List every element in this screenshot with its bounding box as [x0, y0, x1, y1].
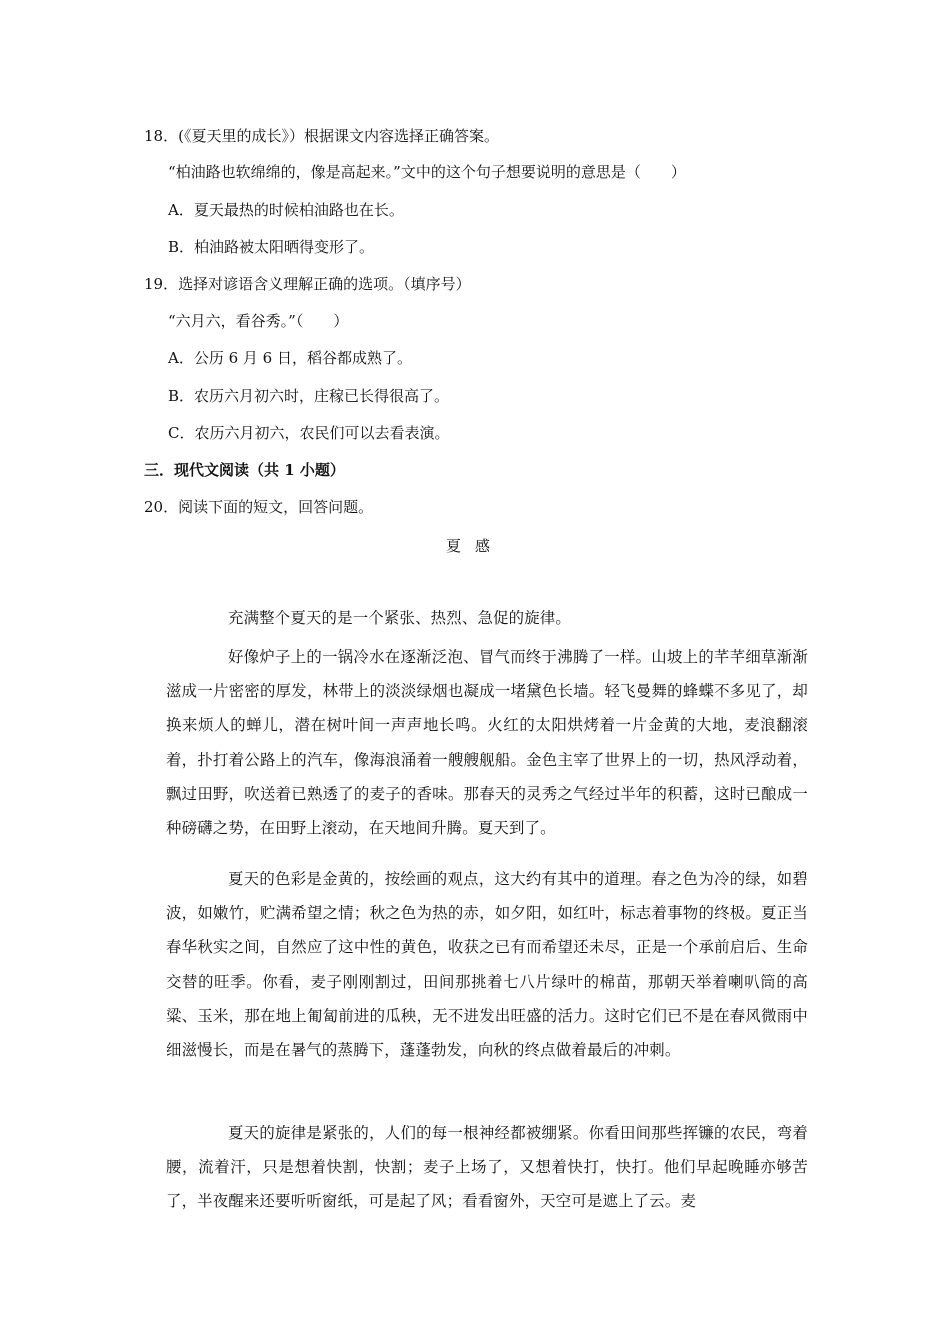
q18-option-b: B．柏油路被太阳晒得变形了。: [168, 238, 375, 256]
q20-stem: 20．阅读下面的短文，回答问题。: [144, 498, 374, 516]
article-paragraph-2: 好像炉子上的一锅冷水在逐渐泛泡、冒气而终于沸腾了一样。山坡上的芊芊细草渐渐滋成一片密密的厚发，林带上的淡淡绿烟也凝成一堵黛色长墙。轻飞曼舞的蜂蝶不多见了，却换来烦人的蝉儿，潜在树叶间一声声地长鸣。火红的太阳烘烤着一片金黄的大地，麦浪翻滚着，扑打着公路上的汽车，像海浪涌着一艘艘舰船。金色主宰了世界上的一切，热风浮动着，飘过田野，吹送着已熟透了的麦子的香味。那春天的灵秀之气经过半年的积蓄，这时已酿成一种磅礴之势，在田野上滚动，在天地间升腾。夏天到了。: [166, 648, 808, 838]
q18-stem: 18．(《夏天里的成长》）根据课文内容选择正确答案。: [144, 127, 499, 145]
article-paragraph-1: 充满整个夏天的是一个紧张、热烈、急促的旋律。: [228, 609, 571, 627]
article-paragraph-4: 夏天的旋律是紧张的，人们的每一根神经都被绷紧。你看田间那些挥镰的农民，弯着腰，流着汗，只是想着快割，快割；麦子上场了，又想着快打，快打。他们早起晚睡亦够苦了，半夜醒来还要听听窗纸，可是起了风；看看窗外，天空可是遮上了云。麦: [166, 1124, 808, 1211]
section-heading: 三．现代文阅读（共 1 小题）: [144, 461, 345, 479]
q19-option-b: B．农历六月初六时，庄稼已长得很高了。: [168, 387, 450, 405]
q19-stem: 19．选择对谚语含义理解正确的选项。（填序号）: [144, 275, 471, 293]
q18-option-a: A．夏天最热的时候柏油路也在长。: [168, 201, 404, 219]
q19-quote: “六月六，看谷秀。”（ ）: [168, 312, 349, 330]
q19-option-c: C．农历六月初六，农民们可以去看表演。: [168, 424, 450, 442]
q18-quote: “柏油路也软绵绵的，像是高起来。”文中的这个句子想要说明的意思是（ ）: [168, 163, 686, 181]
article-paragraph-3: 夏天的色彩是金黄的，按绘画的观点，这大约有其中的道理。春之色为冷的绿，如碧波，如嫩竹，贮满希望之情；秋之色为热的赤，如夕阳，如红叶，标志着事物的终极。夏正当春华秋实之间，自然应了这中性的黄色，收获之已有而希望还未尽，正是一个承前启后、生命交替的旺季。你看，麦子刚刚割过，田间那挑着七八片绿叶的棉苗，那朝天举着喇叭筒的高粱、玉米，那在地上匍匐前进的瓜秧，无不进发出旺盛的活力。这时它们已不是在春风微雨中细滋慢长，而是在暑气的蒸腾下，蓬蓬勃发，向秋的终点做着最后的冲刺。: [166, 870, 808, 1060]
article-title: 夏感: [445, 537, 504, 555]
q19-option-a: A．公历 6 月 6 日，稻谷都成熟了。: [168, 349, 412, 367]
